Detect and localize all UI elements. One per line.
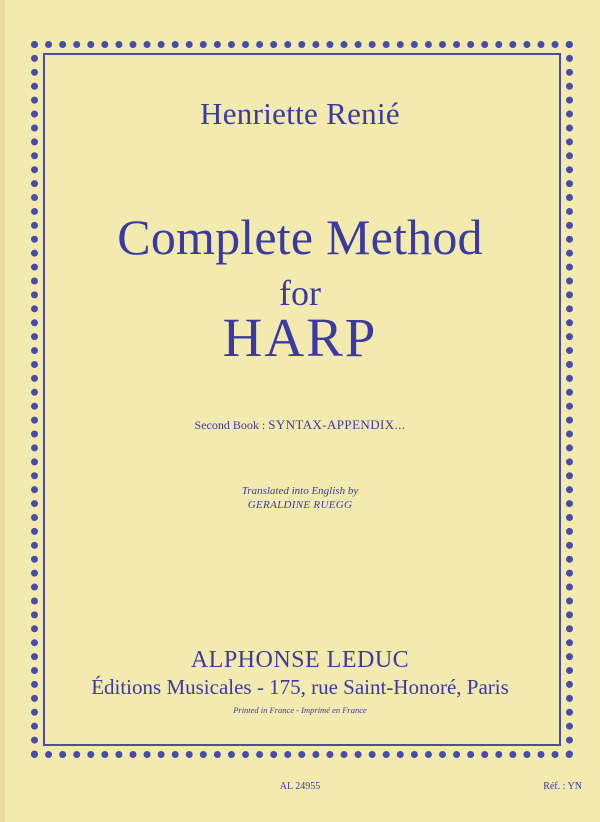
subtitle-main: SYNTAX-APPENDIX... bbox=[268, 417, 406, 432]
catalog-number: AL 24955 bbox=[279, 781, 321, 792]
printed-notice: Printed in France - Imprimé en France bbox=[233, 705, 367, 715]
publisher-address: Éditions Musicales - 175, rue Saint-Honoré, Paris bbox=[91, 675, 509, 699]
translator-name: GERALDINE RUEGG bbox=[247, 499, 353, 511]
translated-label: Translated into English by bbox=[241, 485, 359, 497]
reference-code: Réf. : YN bbox=[543, 781, 582, 792]
publisher-name: ALPHONSE LEDUC bbox=[190, 647, 410, 673]
title-line-3: HARP bbox=[222, 307, 378, 368]
subtitle-prefix: Second Book : bbox=[194, 418, 266, 432]
inner-border bbox=[43, 53, 561, 746]
title-line-1: Complete Method bbox=[117, 209, 483, 265]
title-line-2: for bbox=[279, 273, 321, 313]
subtitle bbox=[0, 417, 600, 433]
author-name: Henriette Renié bbox=[200, 96, 400, 131]
